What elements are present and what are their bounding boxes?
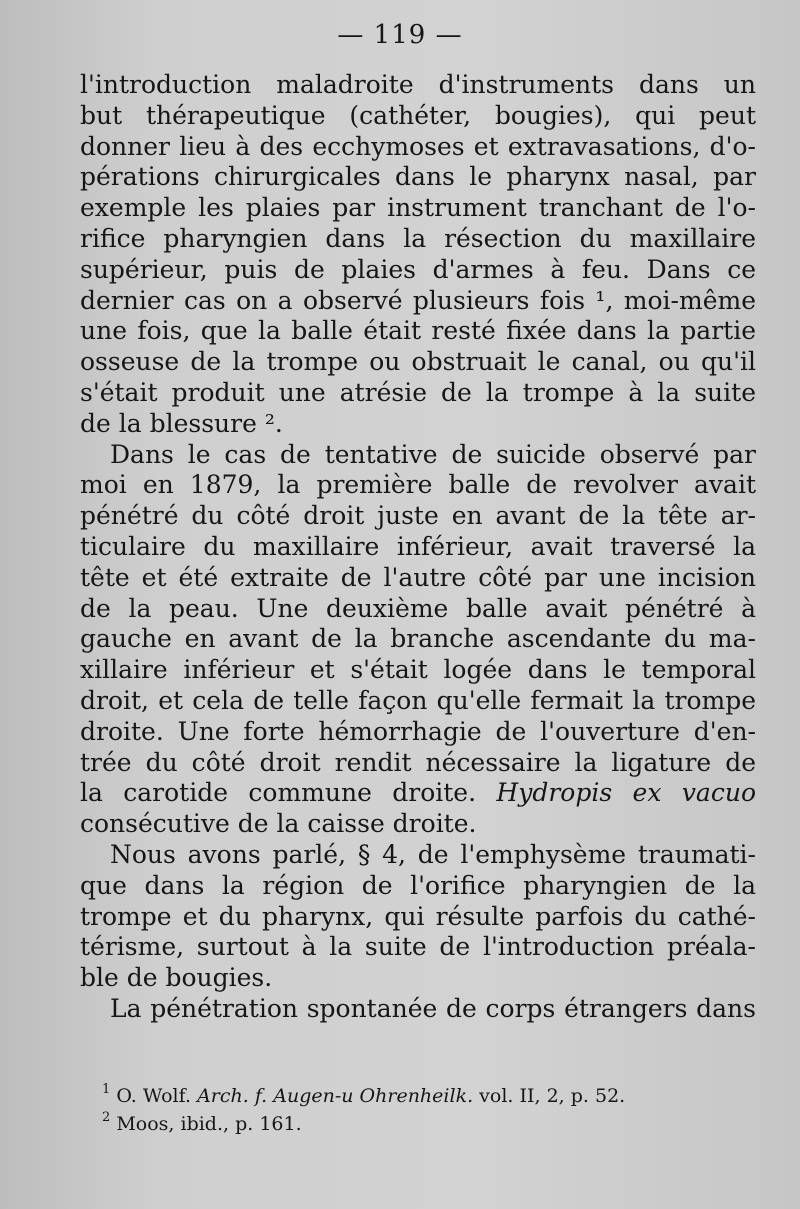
- text-line: Nous avons parlé, § 4, de l'emphysème traumati-: [110, 839, 756, 869]
- text-line: consécutive de la caisse droite.: [80, 809, 477, 839]
- footnote-text: Moos, ibid., p. 161.: [116, 1113, 302, 1135]
- footnote-mark: 1: [102, 1082, 111, 1097]
- text-line: exemple les plaies par instrument tranchant de l'o-: [80, 193, 756, 223]
- text-line: gauche en avant de la branche ascendante du ma-: [80, 624, 756, 654]
- text-line: osseuse de la trompe ou obstruait le canal, ou qu'il: [80, 347, 756, 377]
- text-line: moi en 1879, la première balle de revolver avait: [80, 470, 756, 500]
- text-line: droit, et cela de telle façon qu'elle fermait la trompe: [80, 685, 756, 715]
- footnote-2: [102, 1110, 762, 1138]
- text-run: la carotide commune droite.: [80, 778, 497, 808]
- text-line: La pénétration spontanée de corps étrangers dans: [110, 993, 756, 1023]
- text-line: l'introduction maladroite d'instruments dans un: [80, 70, 756, 99]
- footnote-text: vol. II, 2, p. 52.: [473, 1085, 626, 1107]
- text-line: térisme, surtout à la suite de l'introduction préala-: [80, 932, 756, 962]
- footnote-1: [102, 1082, 762, 1110]
- text-line: rifice pharyngien dans la résection du maxillaire: [80, 223, 756, 253]
- text-line: de la blessure ².: [80, 408, 283, 438]
- text-line: que dans la région de l'orifice pharyngien de la: [80, 870, 756, 900]
- italic-term: Hydropis ex vacuo: [496, 778, 756, 808]
- text-line: s'était produit une atrésie de la trompe à la suite: [80, 377, 756, 407]
- text-line: droite. Une forte hémorrhagie de l'ouverture d'en-: [80, 716, 756, 746]
- text-line: trée du côté droit rendit nécessaire la ligature de: [80, 747, 756, 777]
- body-text: [80, 70, 756, 1025]
- text-line: trompe et du pharynx, qui résulte parfois du cathé-: [80, 901, 756, 931]
- text-line: but thérapeutique (cathéter, bougies), qui peut: [80, 100, 756, 130]
- text-line: dernier cas on a observé plusieurs fois ¹, moi-même: [80, 285, 756, 315]
- footnote-mark: 2: [102, 1110, 111, 1125]
- text-line: ble de bougies.: [80, 963, 273, 993]
- text-line: de la peau. Une deuxième balle avait pénétré à: [80, 593, 756, 623]
- page-number: — 119 —: [337, 20, 463, 50]
- text-line: une fois, que la balle était resté fixée dans la partie: [80, 316, 756, 346]
- text-line-with-italic: [80, 778, 756, 809]
- text-line: Dans le cas de tentative de suicide observé par: [110, 439, 756, 469]
- text-line: ticulaire du maxillaire inférieur, avait traversé la: [80, 531, 756, 561]
- text-line: supérieur, puis de plaies d'armes à feu. Dans ce: [80, 254, 756, 284]
- text-line: pénétré du côté droit juste en avant de la tête ar-: [80, 501, 756, 531]
- text-line: pérations chirurgicales dans le pharynx nasal, par: [80, 162, 756, 192]
- text-line: xillaire inférieur et s'était logée dans le temporal: [80, 655, 756, 685]
- footnote-text: O. Wolf.: [116, 1085, 198, 1107]
- text-line: donner lieu à des ecchymoses et extravasations, d'o-: [80, 131, 756, 161]
- footnotes: [102, 1082, 762, 1138]
- text-line: tête et été extraite de l'autre côté par une incision: [80, 562, 756, 592]
- footnote-journal: Arch. f. Augen-u Ohrenheilk.: [197, 1085, 474, 1107]
